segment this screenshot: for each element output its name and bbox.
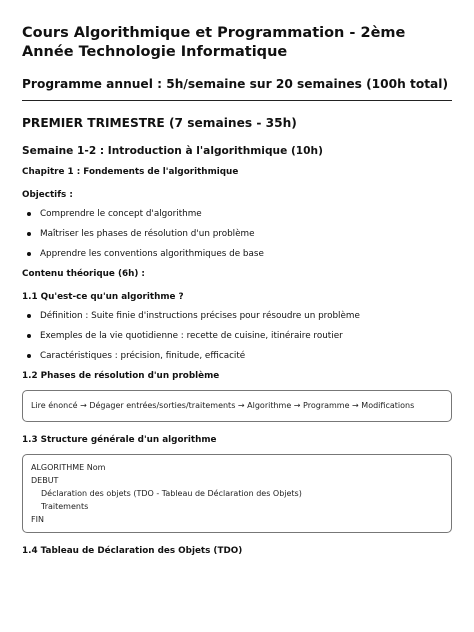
section-heading-1-1: 1.1 Qu'est-ce qu'un algorithme ? xyxy=(22,292,184,302)
code-line: ALGORITHME Nom xyxy=(31,463,106,472)
phases-flow-text: Lire énoncé → Dégager entrées/sorties/traitements → Algorithme → Programme → Modifications xyxy=(31,401,415,410)
chapter-heading: Chapitre 1 : Fondements de l'algorithmique xyxy=(22,167,239,177)
code-line: Déclaration des objets (TDO - Tableau de Déclaration des Objets) xyxy=(41,489,302,498)
divider xyxy=(22,100,452,101)
list-item: Apprendre les conventions algorithmiques de base xyxy=(22,248,452,260)
list-item: Définition : Suite finie d'instructions précises pour résoudre un problème xyxy=(22,310,452,322)
section-heading-1-4: 1.4 Tableau de Déclaration des Objets (TDO) xyxy=(22,546,243,556)
list-item: Exemples de la vie quotidienne : recette de cuisine, itinéraire routier xyxy=(22,330,452,342)
objectives-label: Objectifs : xyxy=(22,190,73,200)
objectives-list xyxy=(22,208,452,260)
section-heading-1-2: 1.2 Phases de résolution d'un problème xyxy=(22,371,220,381)
document-page xyxy=(22,24,452,557)
definition-list xyxy=(22,310,452,362)
list-item: Comprendre le concept d'algorithme xyxy=(22,208,452,220)
week-heading: Semaine 1-2 : Introduction à l'algorithmique (10h) xyxy=(22,145,323,157)
program-subtitle: Programme annuel : 5h/semaine sur 20 semaines (100h total) xyxy=(22,77,449,91)
code-line: DEBUT xyxy=(31,476,59,485)
document-title: Cours Algorithmique et Programmation - 2ème Année Technologie Informatique xyxy=(22,25,406,60)
list-item: Caractéristiques : précision, finitude, efficacité xyxy=(22,350,452,362)
phases-flow-box xyxy=(22,390,452,422)
code-line: Traitements xyxy=(41,502,89,511)
section-heading-1-3: 1.3 Structure générale d'un algorithme xyxy=(22,435,217,445)
trimester-heading: PREMIER TRIMESTRE (7 semaines - 35h) xyxy=(22,116,297,130)
content-label: Contenu théorique (6h) : xyxy=(22,269,145,279)
list-item: Maîtriser les phases de résolution d'un problème xyxy=(22,228,452,240)
structure-code-box xyxy=(22,454,452,533)
code-line: FIN xyxy=(31,515,44,524)
